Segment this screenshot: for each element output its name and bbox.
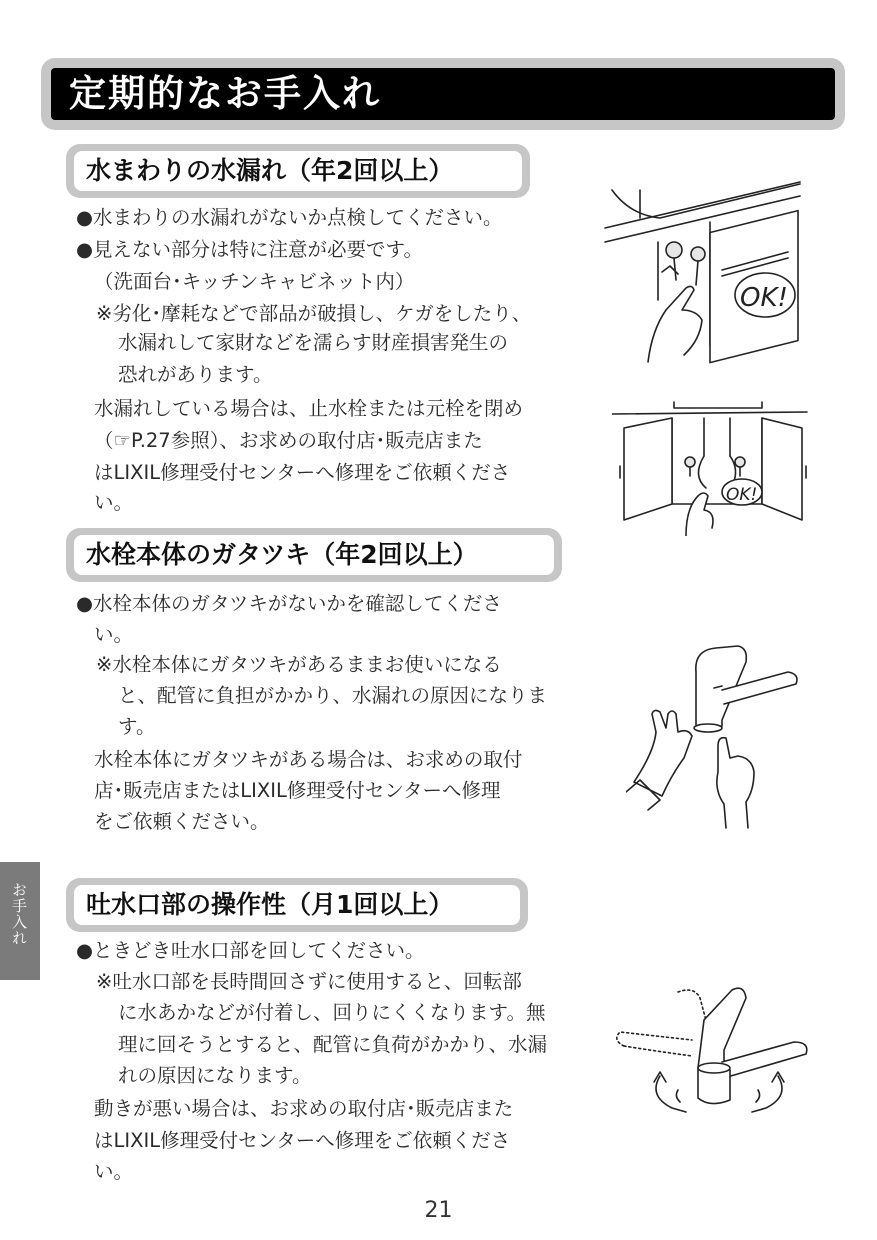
spout-rotation-illustration: [608, 980, 828, 1130]
section-2-line-1: ●水栓本体のガタツキがないかを確認してくださ: [76, 592, 502, 615]
side-tab-label: お手入れ: [10, 882, 28, 946]
section-2-line-7: 店･販売店またはLIXIL修理受付センターへ修理: [94, 779, 501, 802]
section-3-heading-box: [66, 878, 528, 932]
ok-label-1: OK!: [740, 283, 788, 313]
kitchen-cabinet-illustration: [612, 396, 812, 536]
section-2-line-8: をご依頼ください。: [94, 810, 270, 833]
section-2-line-4: と、配管に負担がかかり、水漏れの原因になりま: [118, 684, 548, 707]
section-1-line-9: はLIXIL修理受付センターへ修理をご依頼くださ: [94, 461, 511, 484]
section-1-line-7: 水漏れしている場合は、止水栓または元栓を閉め: [94, 397, 524, 420]
section-2-heading: 水栓本体のガタツキ（年2回以上）: [86, 540, 478, 569]
ok-label-2: OK!: [726, 485, 758, 505]
section-1-heading-box: [66, 144, 530, 198]
section-2-line-6: 水栓本体にガタツキがある場合は、お求めの取付: [94, 748, 523, 771]
section-1-line-5: 水漏れして家財などを濡らす財産損害発生の: [118, 331, 509, 354]
section-1-line-4: ※劣化･摩耗などで部品が破損し、ケガをしたり、: [96, 302, 532, 325]
section-3-line-7: はLIXIL修理受付センターへ修理をご依頼くださ: [94, 1129, 511, 1152]
section-1-line-6: 恐れがあります。: [118, 363, 273, 386]
section-3-line-4: 理に回そうとすると、配管に負荷がかかり、水漏: [118, 1033, 548, 1056]
vanity-cabinet-illustration: [600, 170, 810, 370]
section-1-line-10: い。: [94, 491, 134, 514]
section-3-line-2: ※吐水口部を長時間回さずに使用すると、回転部: [96, 970, 522, 993]
section-2-line-2: い。: [94, 623, 134, 646]
page-title-background: [51, 68, 835, 120]
page-title-bar: [41, 58, 845, 130]
section-2-line-5: す。: [118, 715, 156, 738]
page-title: 定期的なお手入れ: [69, 72, 381, 115]
section-3-line-6: 動きが悪い場合は、お求めの取付店･販売店また: [94, 1097, 514, 1120]
section-1-heading: 水まわりの水漏れ（年2回以上）: [86, 156, 454, 185]
section-1-line-8: （☞P.27参照）、お求めの取付店･販売店また: [94, 429, 483, 452]
section-2-heading-box: [66, 528, 562, 582]
section-2-line-3: ※水栓本体にガタツキがあるままお使いになる: [96, 653, 502, 676]
section-3-line-1: ●ときどき吐水口部を回してください。: [76, 939, 425, 962]
section-1-line-2: ●見えない部分は特に注意が必要です。: [76, 238, 423, 261]
section-1-line-3: （洗面台･キッチンキャビネット内）: [94, 270, 415, 293]
section-1-line-1: ●水まわりの水漏れがないか点検してください。: [76, 206, 503, 229]
section-3-line-3: に水あかなどが付着し、回りにくくなります。無: [118, 1001, 546, 1024]
side-tab: [0, 862, 40, 980]
faucet-wobble-illustration: [626, 632, 816, 832]
page-number: 21: [424, 1198, 453, 1223]
section-3-line-5: れの原因になります。: [118, 1064, 312, 1087]
section-3-heading: 吐水口部の操作性（月1回以上）: [86, 890, 454, 919]
section-3-line-8: い。: [94, 1160, 134, 1183]
